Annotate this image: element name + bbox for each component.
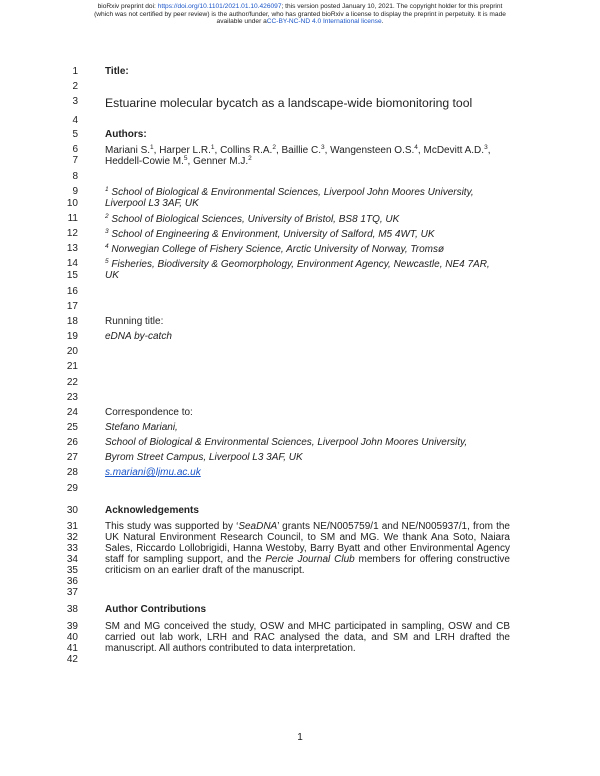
line-number: 31 [66, 521, 78, 532]
line-number: 32 [66, 532, 78, 543]
line-number: 12 [66, 228, 78, 239]
line-number: 37 [66, 587, 78, 598]
line-number: 18 [66, 316, 78, 327]
line-number: 2 [72, 81, 78, 92]
line-number: 27 [66, 452, 78, 463]
doi-link[interactable]: https://doi.org/10.1101/2021.01.10.426097 [157, 3, 282, 10]
line-number: 38 [66, 604, 78, 615]
line-number: 42 [66, 654, 78, 665]
correspondence-name: Stefano Mariani, [105, 422, 178, 433]
header-line-3: available under aCC-BY-NC-ND 4.0 International license. [216, 18, 384, 26]
line-number: 13 [66, 243, 78, 254]
authors-label: Authors: [105, 129, 147, 140]
affiliation-2: $^2$ School of Biological Sciences, University of Bristol, BS8 1TQ, UK [105, 213, 400, 225]
contributions-text: SM and MG conceived the study, OSW and MHC participated in sampling, OSW and CB carried out lab work, LRH and RAC analysed the data, and SM and LRH drafted the manuscript. All authors contributed to data interpretation. [105, 621, 510, 655]
line-number: 19 [66, 331, 78, 342]
correspondence-label: Correspondence to: [105, 407, 193, 418]
correspondence-address-1: School of Biological & Environmental Sciences, Liverpool John Moores University, [105, 437, 468, 448]
correspondence-email[interactable]: s.mariani@ljmu.ac.uk [105, 467, 201, 478]
affiliation-5-cont: UK [105, 270, 119, 281]
line-number: 23 [66, 392, 78, 403]
license-link[interactable]: CC-BY-NC-ND 4.0 International license [266, 18, 382, 26]
paper-title: Estuarine molecular bycatch as a landscape-wide biomonitoring tool [105, 96, 473, 110]
page-number: 1 [297, 732, 303, 743]
line-number: 17 [66, 301, 78, 312]
line-number: 35 [66, 565, 78, 576]
author-list-line-1: Mariani S.$^1$, Harper L.R.$^1$, Collins R.A.$^2$, Baillie C.$^3$, Wangensteen O.S.$^4$, McDevitt A.D.$^3$, [105, 144, 491, 156]
line-number: 40 [66, 632, 78, 643]
line-number: 9 [72, 186, 78, 197]
line-number: 20 [66, 346, 78, 357]
line-number: 7 [72, 155, 78, 166]
affiliation-1: $^1$ School of Biological & Environmental Sciences, Liverpool John Moores University, [105, 186, 474, 198]
affiliation-3: $^3$ School of Engineering & Environment, University of Salford, M5 4WT, UK [105, 228, 435, 240]
line-number: 10 [66, 198, 78, 209]
header-line-2: (which was not certified by peer review) is the author/funder, who has granted bioRxiv a license to display the preprint in perpetuity. It is made [94, 10, 506, 18]
line-number: 30 [66, 505, 78, 516]
line-number: 36 [66, 576, 78, 587]
affiliation-4: $^4$ Norwegian College of Fishery Science, Arctic University of Norway, Tromsø [105, 243, 445, 255]
line-number: 26 [66, 437, 78, 448]
line-number: 4 [72, 115, 78, 126]
author-list-line-2: Heddell-Cowie M.$^5$, Genner M.J.$^2$ [105, 155, 252, 167]
line-number: 39 [66, 621, 78, 632]
acknowledgements-heading: Acknowledgements [105, 505, 199, 516]
running-title: eDNA by-catch [105, 331, 172, 342]
line-number: 25 [66, 422, 78, 433]
line-number: 29 [66, 483, 78, 494]
running-title-label: Running title: [105, 316, 164, 327]
line-number: 41 [66, 643, 78, 654]
header-line-1: bioRxiv preprint doi: https://doi.org/10.1101/2021.01.10.426097; this version posted January 10, 2021. The copyright holder for this preprint [97, 3, 503, 10]
line-number: 16 [66, 286, 78, 297]
line-number: 24 [66, 407, 78, 418]
affiliation-1-cont: Liverpool L3 3AF, UK [105, 198, 199, 209]
line-number: 22 [66, 377, 78, 388]
line-number: 1 [72, 66, 78, 77]
line-number: 33 [66, 543, 78, 554]
line-number: 3 [72, 96, 78, 107]
title-label: Title: [105, 66, 129, 77]
line-number: 15 [66, 270, 78, 281]
line-number: 34 [66, 554, 78, 565]
acknowledgements-text: This study was supported by ‘SeaDNA’ grants NE/N005759/1 and NE/N005937/1, from the UK Natural Environment Research Council, to SM and MG. We thank Ana Soto, Naiara Sales, Riccardo Lollobrigidi, Hanna Westoby, Barry Byatt and other Environmental Agency staff for sampling support, and the Percie Journal Club members for offering constructive criticism on an earlier draft of the manuscript. [105, 521, 510, 577]
contributions-heading: Author Contributions [105, 604, 207, 615]
preprint-header [0, 3, 600, 26]
line-number: 6 [72, 144, 78, 155]
line-number: 11 [67, 213, 78, 224]
line-number: 8 [72, 171, 78, 182]
line-number: 28 [66, 467, 78, 478]
affiliation-5: $^5$ Fisheries, Biodiversity & Geomorphology, Environment Agency, Newcastle, NE4 7AR, [105, 258, 490, 270]
correspondence-address-2: Byrom Street Campus, Liverpool L3 3AF, UK [105, 452, 303, 463]
line-number: 5 [72, 129, 78, 140]
line-number: 14 [66, 258, 78, 269]
line-number: 21 [66, 361, 78, 372]
